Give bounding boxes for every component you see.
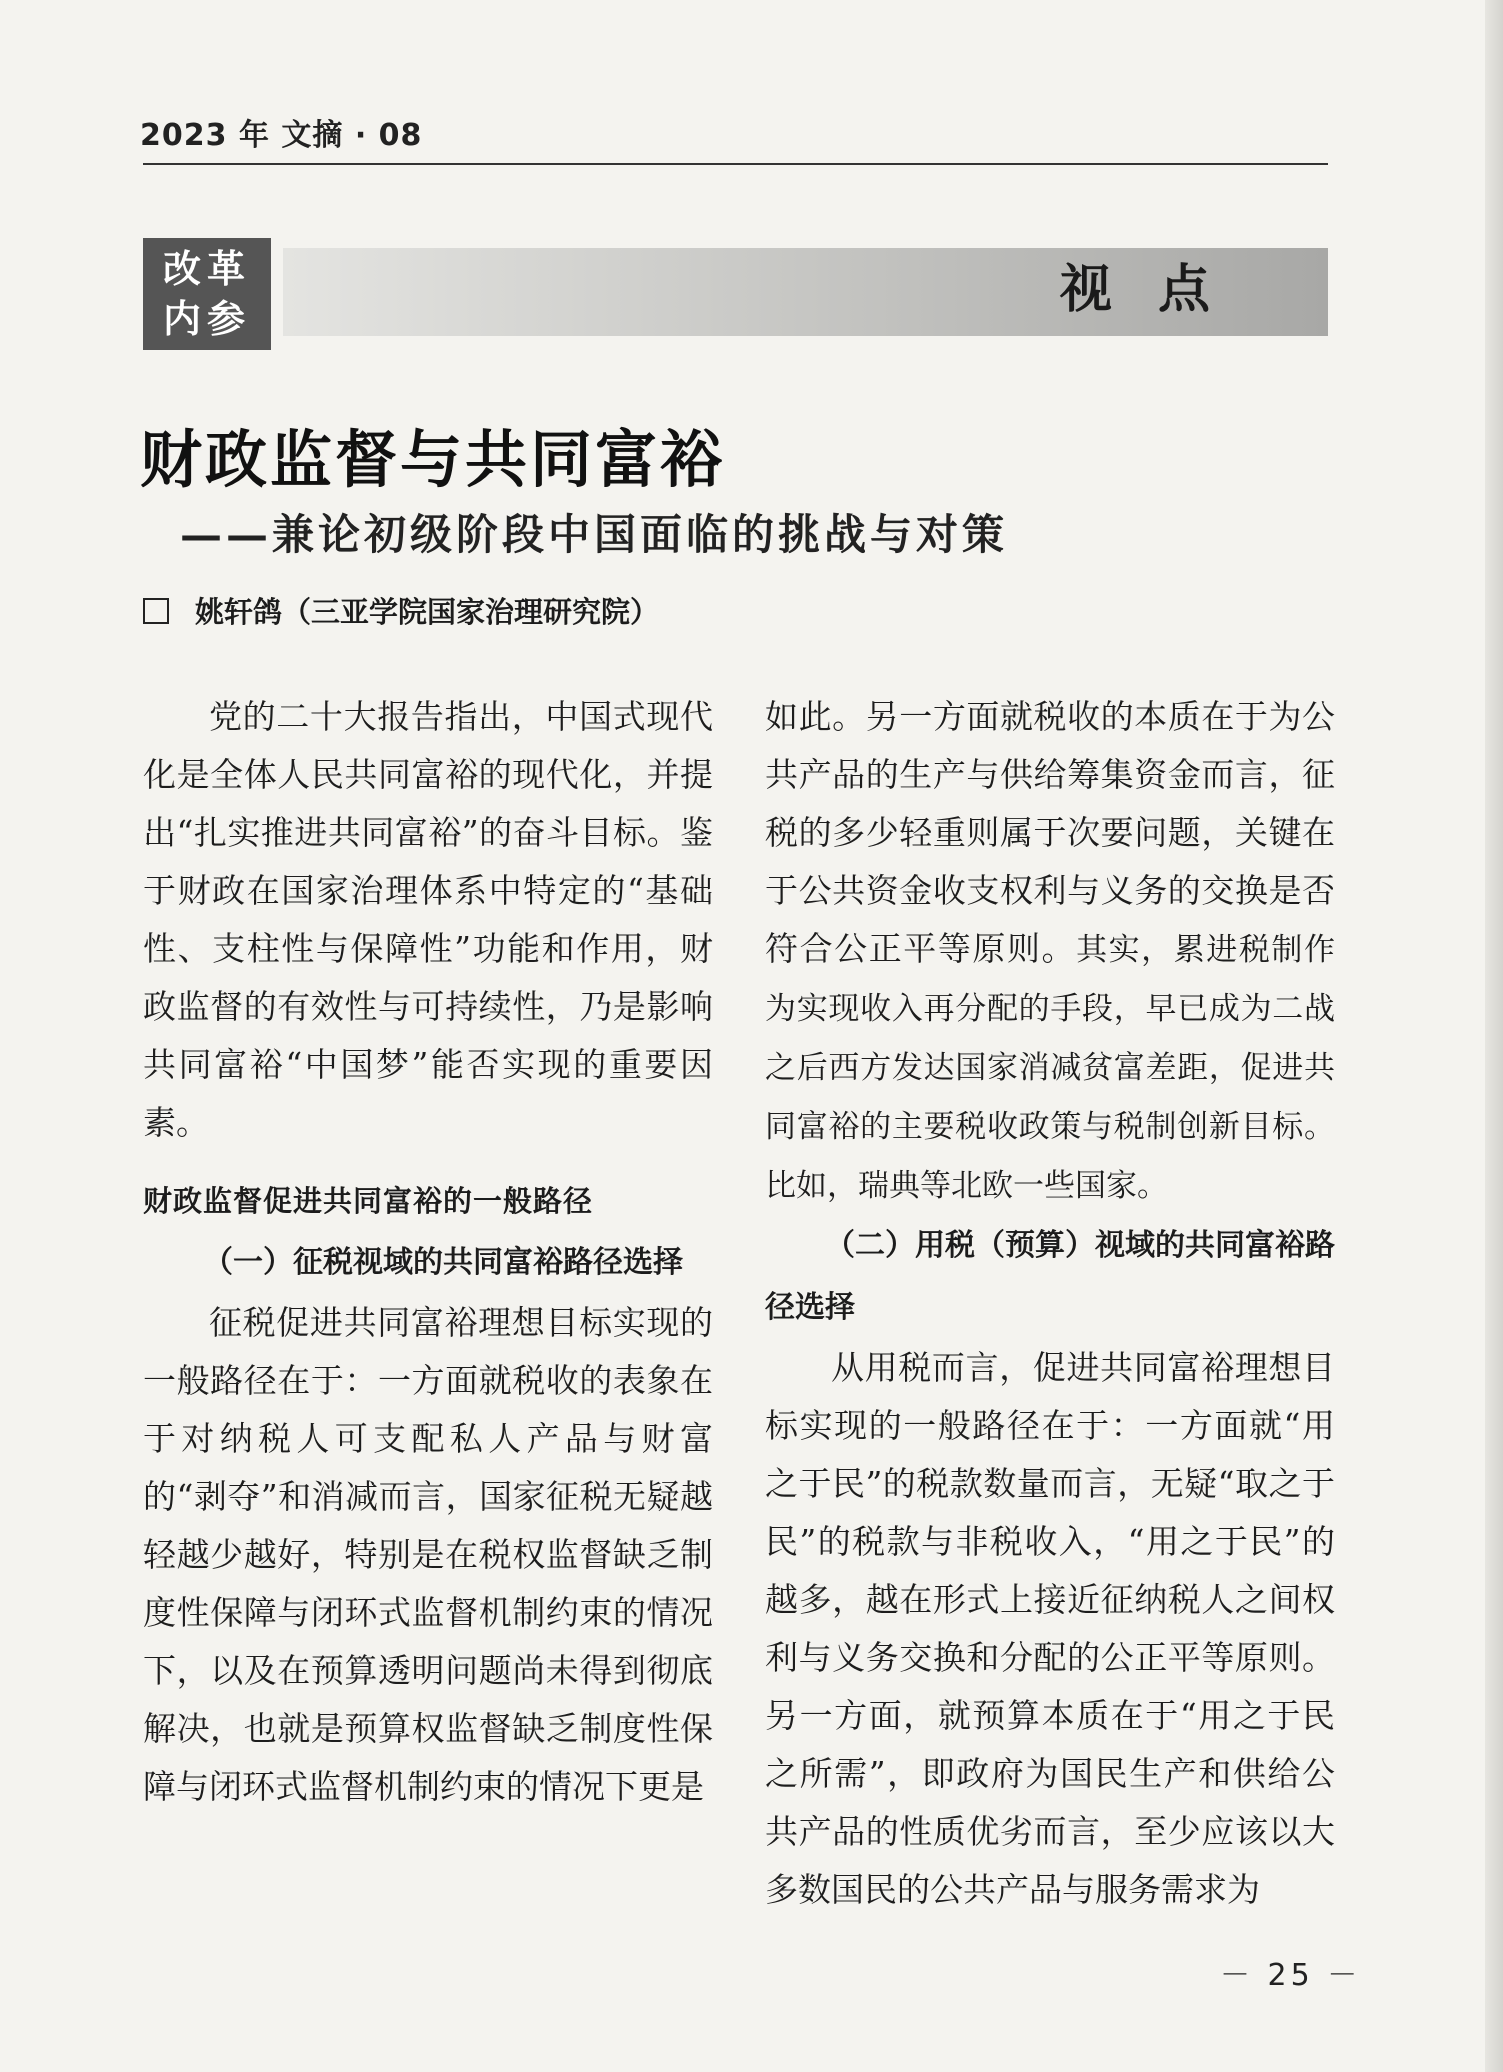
page-number: － 25 － — [1220, 1958, 1362, 1993]
body-paragraph — [765, 688, 1335, 1215]
section-banner-label: 视 点 — [1059, 259, 1224, 320]
emphasis-text: 其实，累进税制作为实现收入再分配的手段，早已成为二战之后西方发达国家消减贫富差距，促进共同富裕的主要税收政策与税制创新目标。比如，瑞典等北欧一些国家。 — [765, 932, 1335, 1204]
header-rule — [143, 163, 1328, 165]
body-paragraph: 从用税而言，促进共同富裕理想目标实现的一般路径在于：一方面就“用之于民”的税款数量而言，无疑“取之于民”的税款与非税收入，“用之于民”的越多，越在形式上接近征纳税人之间权利与义务交换和分配的公正平等原则。另一方面，就预算本质在于“用之于民之所需”，即政府为国民生产和供给公共产品的性质优劣而言，至少应该以大多数国民的公共产品与服务需求为 — [765, 1348, 1335, 1909]
intro-paragraph: 党的二十大报告指出，中国式现代化是全体人民共同富裕的现代化，并提出“扎实推进共同富裕”的奋斗目标。鉴于财政在国家治理体系中特定的“基础性、支柱性与保障性”功能和作用，财政监督的有效性与可持续性，乃是影响共同富裕“中国梦”能否实现的重要因素。 — [143, 697, 713, 1142]
issue-header: 2023 年 文摘 · 08 — [140, 118, 423, 153]
article-subtitle: ——兼论初级阶段中国面临的挑战与对策 — [180, 510, 1009, 559]
page-edge — [1485, 0, 1503, 2072]
right-column — [765, 688, 1335, 1919]
article-title: 财政监督与共同富裕 — [140, 423, 726, 496]
section-heading: 财政监督促进共同富裕的一般路径 — [143, 1184, 594, 1218]
continued-text: 如此。另一方面就税收的本质在于为公共产品的生产与供给筹集资金而言，征税的多少轻重则属于次要问题，关键在于公共资金收支权利与义务的交换是否符合公正平等原则。 — [765, 697, 1335, 968]
subsection-heading: （一）征税视域的共同富裕路径选择 — [203, 1245, 683, 1280]
column-label — [143, 238, 271, 350]
column-label-line1: 改革 — [162, 246, 251, 291]
byline-box-icon — [143, 598, 169, 624]
section-banner — [283, 248, 1328, 336]
left-column — [143, 688, 713, 1816]
body-paragraph: 征税促进共同富裕理想目标实现的一般路径在于：一方面就税收的表象在于对纳税人可支配私人产品与财富的“剥夺”和消减而言，国家征税无疑越轻越少越好，特别是在税权监督缺乏制度性保障与闭环式监督机制约束的情况下，以及在预算透明问题尚未得到彻底解决，也就是预算权监督缺乏制度性保障与闭环式监督机制约束的情况下更是 — [143, 1303, 713, 1806]
subsection-heading: （二）用税（预算）视域的共同富裕路径选择 — [765, 1228, 1335, 1325]
byline — [143, 590, 659, 634]
column-label-line2: 内参 — [162, 296, 251, 341]
author: 姚轩鸽（三亚学院国家治理研究院） — [195, 595, 660, 629]
